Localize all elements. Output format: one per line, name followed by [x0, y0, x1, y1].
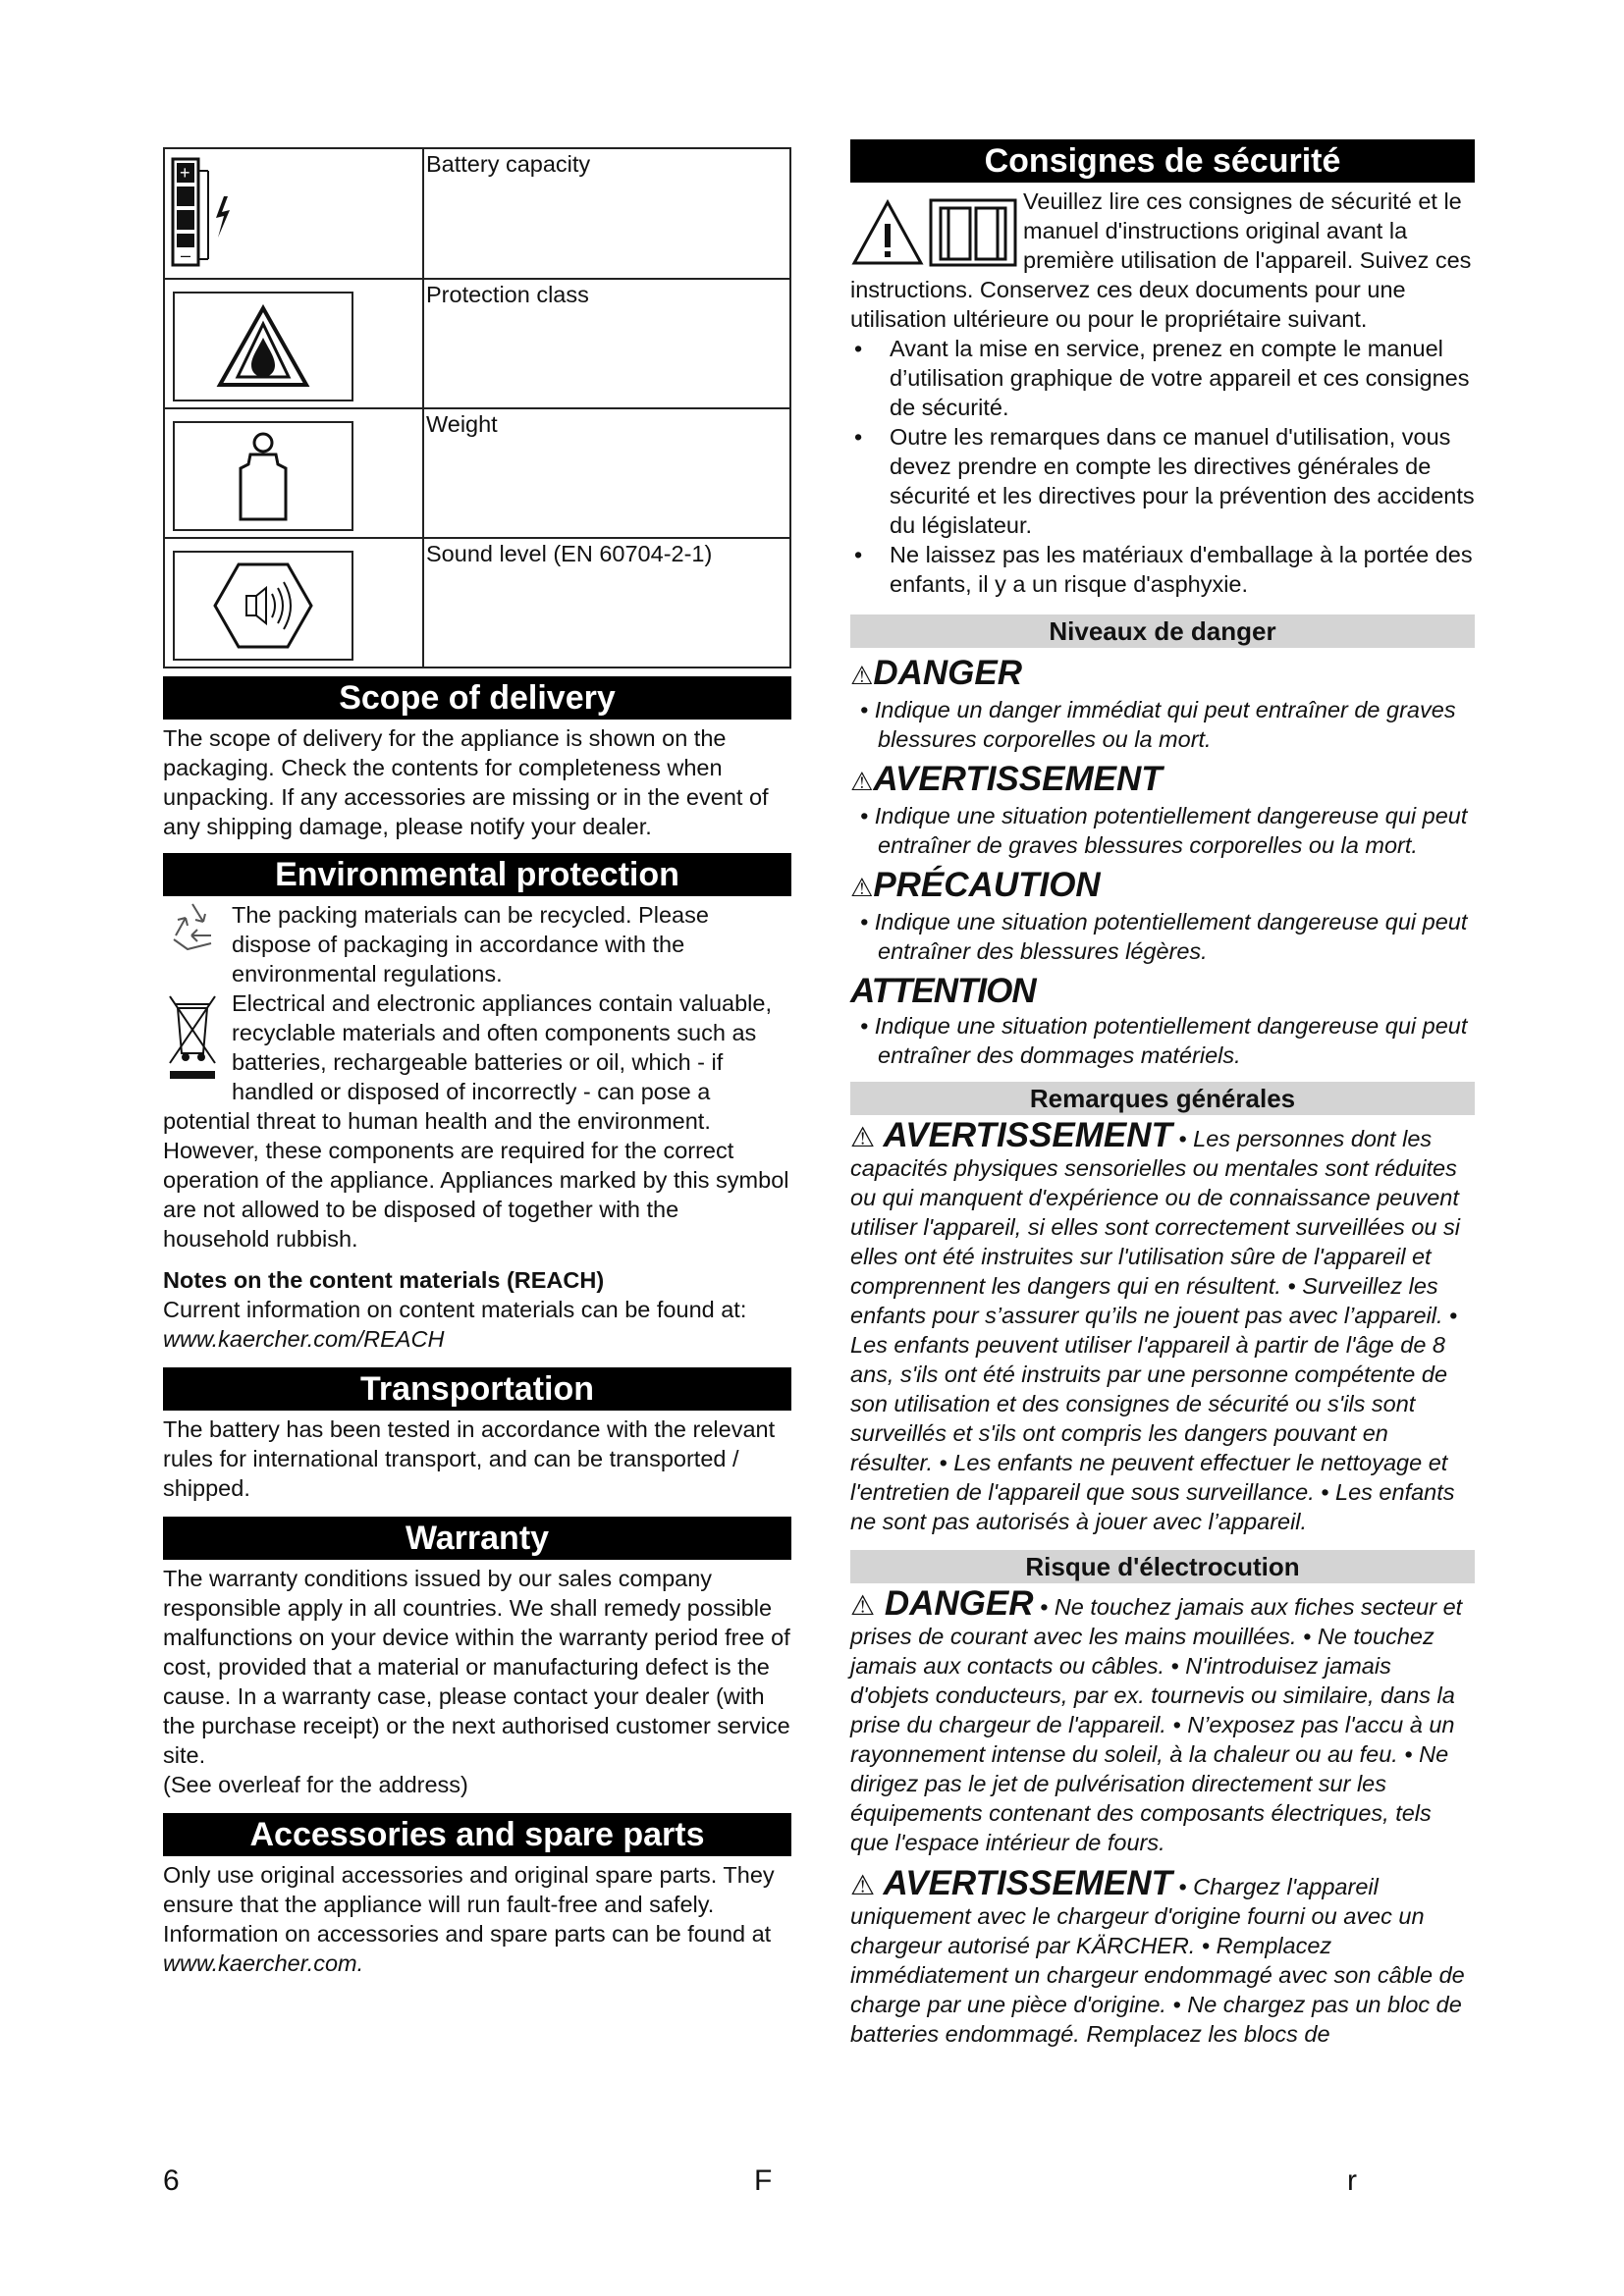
protection-class-icon — [214, 302, 312, 391]
general-text: ⚠ AVERTISSEMENT • Les personnes dont les capacités physiques sensorielles ou mentales sont réduites ou qui manquent d'expérience ou de connaissance peuvent utiliser l'appareil, si elles sont correctement surveillées ou si elles ont été instruites sur l'utilisation sûre de l'appareil et comprennent les dangers qui en résultent. • Surveillez les enfants pour s’assurer qu’ils ne jouent pas avec l’appareil. • Les enfants peuvent utiliser l'appareil à partir de l'âge de 8 ans, s'ils ont été instruits par une personne compétente de son utilisation et des consignes de sécurité ou s'ils sont surveillés et s'ils ont compris les dangers pouvant en résulter. • Les enfants ne peuvent effectuer le nettoyage et l'entretien de l'appareil que sous surveillance. • Les enfants ne sont pas autorisés à jouer avec l’appareil. — [850, 1116, 1460, 1534]
safety-intro — [850, 187, 1475, 334]
accessories-text: Only use original accessories and original spare parts. They ensure that the appliance will run fault-free and safely. — [163, 1862, 775, 1917]
weee-text: Electrical and electronic appliances contain valuable, recyclable materials and often components such as batteries, rechargeable batteries or oil, which - if handled or disposed of incorrectly - can pose a potential threat to human health and the environment. However, these components are required for the correct operation of the appliance. Appliances marked by this symbol are not allowed to be disposed of together with the household rubbish. — [163, 990, 789, 1252]
scope-text: The scope of delivery for the appliance is shown on the packaging. Check the contents for completeness when unpacking. If any accessories are missing or in the event of any shipping damage, please notify your dealer. — [163, 725, 769, 839]
level-warning-text: • Indique une situation potentiellement dangereuse qui peut entraîner de graves blessures corporelles ou la mort. — [860, 803, 1468, 858]
page-number: 6 — [163, 2164, 180, 2197]
safety-bullets — [850, 334, 1475, 599]
table-row — [164, 279, 790, 408]
svg-text:–: – — [181, 245, 191, 265]
table-row — [164, 408, 790, 538]
list-item: • Ne laissez pas les matériaux d'emballage à la portée des enfants, il y a un risque d'asphyxie. — [850, 540, 1475, 599]
shock-warning-text: ⚠ AVERTISSEMENT • Chargez l'appareil uniquement avec le chargeur d'origine fourni ou avec un chargeur autorisé par KÄRCHER. • Remplacez immédiatement un chargeur endommagé avec son câble de charge par une pièce d'origine. • Ne chargez pas un bloc de batteries endommagé. Remplacez les blocs de — [850, 1864, 1465, 2047]
table-row — [164, 538, 790, 667]
level-warning-title: ⚠AVERTISSEMENT — [850, 760, 1163, 798]
reach-title: Notes on the content materials (REACH) — [163, 1267, 605, 1293]
right-column — [850, 139, 1475, 2049]
table-row — [164, 148, 790, 279]
safety-intro-text: Veuillez lire ces consignes de sécurité et le manuel d'instructions original avant la première utilisation de l'appareil. Suivez ces instructions. Conservez ces deux documents pour une utilisation ultérieure ou pour le propriétaire suivant. — [850, 188, 1472, 332]
general-heading: Remarques générales — [850, 1082, 1475, 1115]
safety-heading: Consignes de sécurité — [850, 139, 1475, 183]
symbol-table — [163, 147, 791, 668]
symbol-label: Protection class — [423, 279, 790, 408]
transport-heading: Transportation — [163, 1367, 791, 1411]
warranty-note: (See overleaf for the address) — [163, 1772, 468, 1797]
level-danger-text: • Indique un danger immédiat qui peut entraîner de graves blessures corporelles ou la mort. — [860, 697, 1456, 752]
reach-link[interactable]: www.kaercher.com/REACH — [163, 1326, 445, 1352]
symbol-label: Battery capacity — [423, 148, 790, 279]
transport-text: The battery has been tested in accordance with the relevant rules for international transport, and can be transported / shipped. — [163, 1416, 776, 1501]
levels-heading: Niveaux de danger — [850, 614, 1475, 648]
symbol-label: Sound level (EN 60704-2-1) — [423, 538, 790, 667]
shock-text: ⚠ DANGER • Ne touchez jamais aux fiches secteur et prises de courant avec les mains mouillées. • Ne touchez jamais aux contacts ou câbles. • N'introduisez jamais d'objets conducteurs, par ex. tournevis ou similaire, dans la prise du chargeur de l'appareil. • N’exposez pas l'accu à un rayonnement intense du soleil, à la chaleur ou au feu. • Ne dirigez pas le jet de pulvérisation directement sur les équipements contenant des composants électriques, tels que l'espace intérieur de fours. — [850, 1584, 1463, 1855]
list-item: • Avant la mise en service, prenez en compte le manuel d’utilisation graphique de votre appareil et ces consignes de sécurité. — [850, 334, 1475, 422]
accessories-heading: Accessories and spare parts — [163, 1813, 791, 1856]
symbol-label: Weight — [423, 408, 790, 538]
recycle-text: The packing materials can be recycled. Please dispose of packaging in accordance with the environmental regulations. — [232, 902, 709, 987]
footer-suffix: r — [1347, 2164, 1357, 2197]
recycle-paragraph — [163, 900, 791, 988]
list-item: • Outre les remarques dans ce manuel d'utilisation, vous devez prendre en compte les directives générales de sécurité et les directives pour la prévention des accidents du législateur. — [850, 422, 1475, 540]
reach-paragraph: Current information on content materials can be found at: www.kaercher.com/REACH — [163, 1297, 747, 1352]
warning-icon — [850, 198, 925, 269]
accessories-link[interactable]: www.kaercher.com. — [163, 1950, 364, 1976]
level-attention-text: • Indique une situation potentiellement dangereuse qui peut entraîner des dommages matériels. — [860, 1013, 1468, 1068]
level-danger-title: ⚠DANGER — [850, 654, 1022, 692]
level-caution-title: ⚠PRÉCAUTION — [850, 866, 1101, 904]
sound-level-icon — [209, 557, 317, 655]
recycle-icon — [168, 900, 217, 953]
accessories-info: Information on accessories and spare parts can be found at www.kaercher.com. — [163, 1921, 772, 1976]
level-attention-title: ATTENTION — [850, 972, 1036, 1010]
language-code: F — [754, 2164, 773, 2197]
weight-icon — [229, 429, 298, 523]
crossed-bin-icon — [166, 988, 219, 1083]
left-column — [163, 147, 791, 1978]
level-caution-text: • Indique une situation potentiellement dangereuse qui peut entraîner des blessures légères. — [860, 909, 1468, 964]
scope-heading: Scope of delivery — [163, 676, 791, 720]
manual-book-icon — [929, 198, 1017, 269]
battery-icon — [165, 149, 253, 273]
environment-heading: Environmental protection — [163, 853, 791, 896]
shock-heading: Risque d'électrocution — [850, 1550, 1475, 1583]
weee-paragraph — [163, 988, 791, 1254]
warranty-text: The warranty conditions issued by our sales company responsible apply in all countries. We shall remedy possible malfunctions on your device within the warranty period free of cost, provided that a material or manufacturing defect is the cause. In a warranty case, please contact your dealer (with the purchase receipt) or the next authorised customer service site. — [163, 1566, 790, 1768]
svg-text:+: + — [180, 163, 190, 183]
warranty-heading: Warranty — [163, 1517, 791, 1560]
